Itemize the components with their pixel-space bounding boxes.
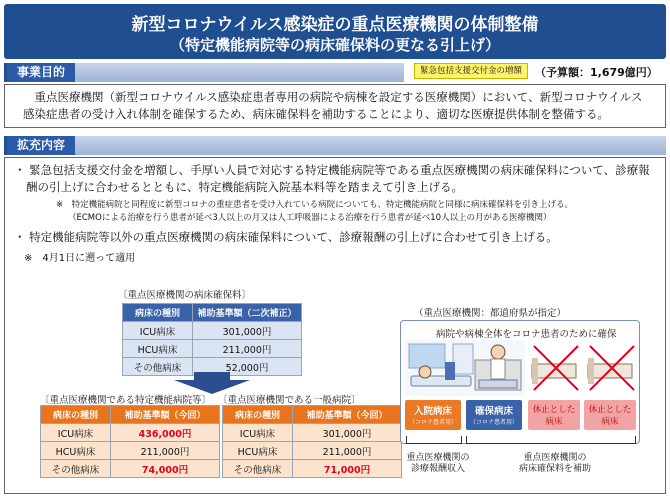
table-row — [223, 424, 402, 442]
bottom-left-line-2: 診療報酬収入 — [410, 464, 465, 474]
table-cell: その他病床 — [41, 460, 111, 478]
table-header: 補助基準額（今回） — [293, 406, 402, 424]
right-bracket — [466, 436, 636, 444]
page-subtitle: （特定機能病院等の病床確保料の更なる引上げ） — [169, 36, 500, 54]
table-cell: その他病床 — [223, 460, 293, 478]
table-special-caption: 〔重点医療機関である特定機能病院等〕 — [40, 395, 212, 406]
table-cell: 211,000円 — [193, 340, 302, 358]
expansion-bullet-1: ・ 緊急包括支援交付金を増額し、手厚い人員で対応する特定機能病院等である重点医療機関の病床確保料について、診療報酬の引上げに合わせるとともに、特定機能病院入院基本料等を踏まえて引き上げる。 — [14, 163, 650, 194]
secured-bed-label — [466, 400, 522, 430]
table-row — [41, 442, 220, 460]
table-cell: HCU病床 — [123, 340, 193, 358]
table-cell: HCU病床 — [223, 442, 293, 460]
hospital-ward-icon — [405, 340, 525, 396]
table-cell-highlight: 71,000円 — [293, 460, 402, 478]
admission-bed-subtext: （コロナ患者用） — [408, 419, 457, 426]
expansion-note-1-line-1: ※ 特定機能病院と同程度に新型コロナの重症患者を受け入れている病院についても、特定機能病院と同様に病床確保料を引き上げる。 — [56, 200, 573, 210]
illustration-bottom-left — [398, 453, 478, 475]
table-cell: 301,000円 — [193, 322, 302, 340]
table-current — [122, 303, 302, 376]
secured-bed-text: 確保病床 — [474, 406, 513, 417]
budget-amount: （予算額：1,679億円） — [535, 66, 658, 79]
bottom-left-line-1: 重点医療機関の — [406, 453, 470, 463]
table-header: 病床の種別 — [123, 304, 193, 322]
table-cell: その他病床 — [123, 358, 193, 376]
expansion-note-2: ※ 4月1日に遡って適用 — [24, 253, 136, 264]
idle-bed-1-line-1: 休止とした — [532, 405, 576, 415]
purpose-section-bar — [4, 63, 404, 82]
table-row — [41, 460, 220, 478]
illustration-caption: （重点医療機関：都道府県が指定） — [414, 308, 567, 319]
table-cell: ICU病床 — [123, 322, 193, 340]
bottom-right-line-2: 病床確保料を補助 — [518, 464, 591, 474]
purpose-box — [4, 84, 666, 128]
table-general — [222, 405, 402, 478]
bottom-right-line-1: 重点医療機関の — [523, 453, 587, 463]
idle-bed-label-2 — [584, 400, 636, 430]
table-special — [40, 405, 220, 478]
admission-bed-text: 入院病床 — [413, 406, 452, 417]
table-cell: ICU病床 — [223, 424, 293, 442]
illustration-inner-caption: 病院や病棟全体をコロナ患者のために確保 — [436, 329, 617, 340]
illustration-bottom-right — [500, 453, 610, 475]
expansion-section-bar — [4, 136, 666, 155]
table-row — [223, 460, 402, 478]
idle-beds-icon — [530, 340, 638, 396]
down-arrow-icon — [172, 372, 252, 394]
purpose-header: 事業目的 — [7, 63, 75, 82]
left-bracket — [406, 436, 462, 444]
table-cell: HCU病床 — [41, 442, 111, 460]
table-current-caption: 〔重点医療機関の病床確保料〕 — [118, 290, 252, 301]
table-row — [123, 322, 302, 340]
secured-bed-subtext: （コロナ患者用） — [469, 419, 518, 426]
table-row — [223, 442, 402, 460]
budget-tag: 緊急包括支援交付金の増額 — [414, 63, 528, 79]
idle-bed-1-line-2: 病床 — [545, 417, 563, 427]
table-cell: 52,000円 — [193, 358, 302, 376]
page-title: 新型コロナウイルス感染症の重点医療機関の体制整備 — [131, 15, 539, 35]
table-header: 補助基準額（二次補正） — [193, 304, 302, 322]
table-cell-highlight: 436,000円 — [111, 424, 220, 442]
table-cell: 211,000円 — [293, 442, 402, 460]
table-header: 病床の種別 — [41, 406, 111, 424]
expansion-bullet-2: ・ 特定機能病院等以外の重点医療機関の病床確保料について、診療報酬の引上げに合わせて引き上げる。 — [14, 230, 558, 244]
purpose-body: 重点医療機関（新型コロナウイルス感染症患者専用の病院や病棟を設定する医療機関）において、新型コロナウイルス感染症患者の受け入れ体制を確保するため、病床確保料を補助することにより、適切な医療提供体制を整備する。 — [23, 90, 643, 121]
idle-bed-label-1 — [528, 400, 580, 430]
admission-bed-label — [405, 400, 461, 430]
idle-bed-2-line-2: 病床 — [601, 417, 619, 427]
table-row — [123, 340, 302, 358]
table-cell: 211,000円 — [111, 442, 220, 460]
table-cell-highlight: 74,000円 — [111, 460, 220, 478]
expansion-note-1-line-2: （ECMOによる治療を行う患者が延べ3人以上の月又は人工呼吸器による治療を行う患者が延べ10人以上の月がある医療機関） — [68, 213, 552, 223]
table-cell: 301,000円 — [293, 424, 402, 442]
table-cell: ICU病床 — [41, 424, 111, 442]
title-banner — [4, 4, 666, 59]
table-header: 補助基準額（今回） — [111, 406, 220, 424]
table-row — [41, 424, 220, 442]
table-general-caption: 〔重点医療機関である一般病院〕 — [218, 395, 361, 406]
expansion-header: 拡充内容 — [7, 136, 75, 155]
table-header: 病床の種別 — [223, 406, 293, 424]
idle-bed-2-line-1: 休止とした — [588, 405, 632, 415]
